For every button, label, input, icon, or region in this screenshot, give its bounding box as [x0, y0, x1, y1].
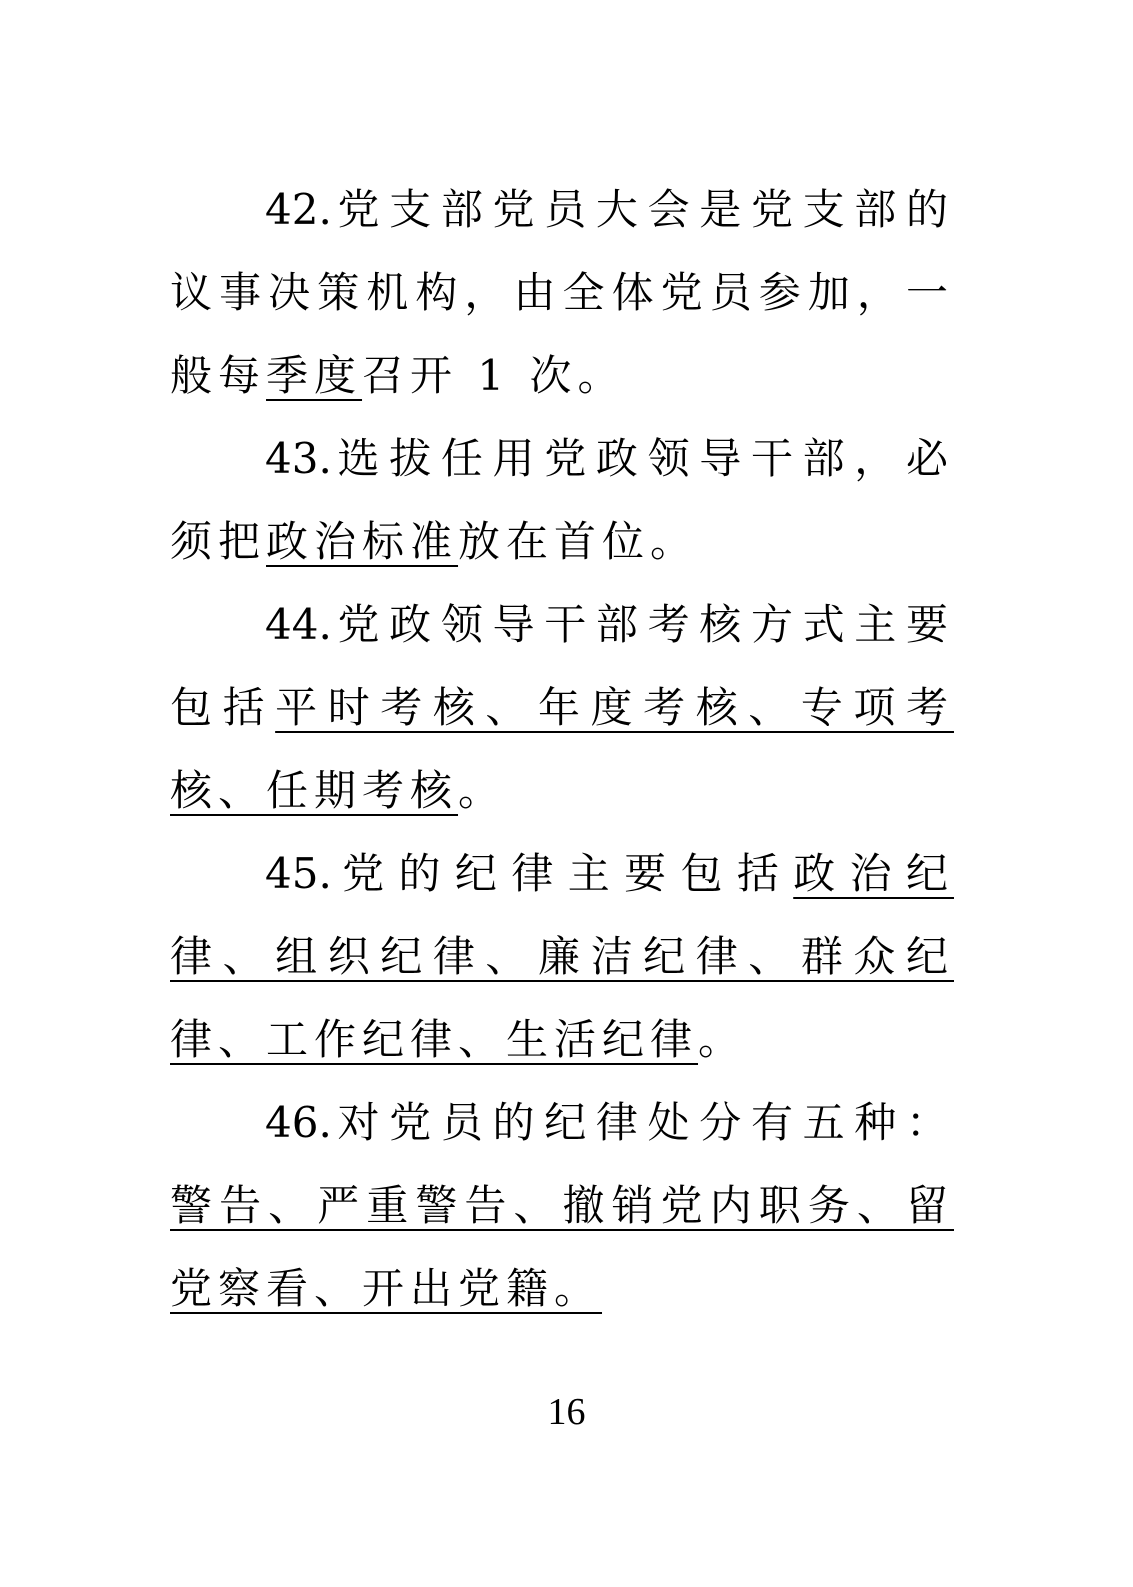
item-text-end: 召开 1 次。 [362, 351, 626, 400]
item-number: 44. [265, 600, 332, 649]
answer-blank: 政治纪律、组织纪律、廉洁纪律、群众纪律、工作纪律、生活纪律 [170, 849, 954, 1064]
item-text: 党的纪律主要包括 [333, 849, 794, 898]
item-text: 选拔任用党政领导干部，必须把 [170, 434, 954, 566]
question-item-42 [170, 168, 954, 417]
answer-blank: 警告、严重警告、撤销党内职务、留党察看、开出党籍。 [170, 1181, 954, 1313]
item-text-end: 。 [458, 766, 507, 815]
page-number: 16 [547, 1391, 586, 1433]
item-number: 45. [265, 849, 332, 898]
document-body [170, 168, 954, 1330]
answer-blank: 平时考核、年度考核、专项考核、任期考核 [170, 683, 954, 815]
question-item-44 [170, 583, 954, 832]
question-item-43 [170, 417, 954, 583]
item-text-end: 放在首位。 [458, 517, 699, 566]
item-number: 42. [265, 185, 332, 234]
answer-blank: 季度 [266, 351, 363, 400]
item-number: 46. [265, 1098, 332, 1147]
item-text: 党政领导干部考核方式主要包括 [170, 600, 954, 732]
question-item-45 [170, 832, 954, 1081]
item-number: 43. [265, 434, 332, 483]
question-item-46 [170, 1081, 954, 1330]
item-text: 党支部党员大会是党支部的议事决策机构，由全体党员参加，一般每 [170, 185, 954, 400]
item-text-end: 。 [698, 1015, 747, 1064]
answer-blank: 政治标准 [266, 517, 459, 566]
item-text: 对党员的纪律处分有五种： [333, 1098, 954, 1147]
